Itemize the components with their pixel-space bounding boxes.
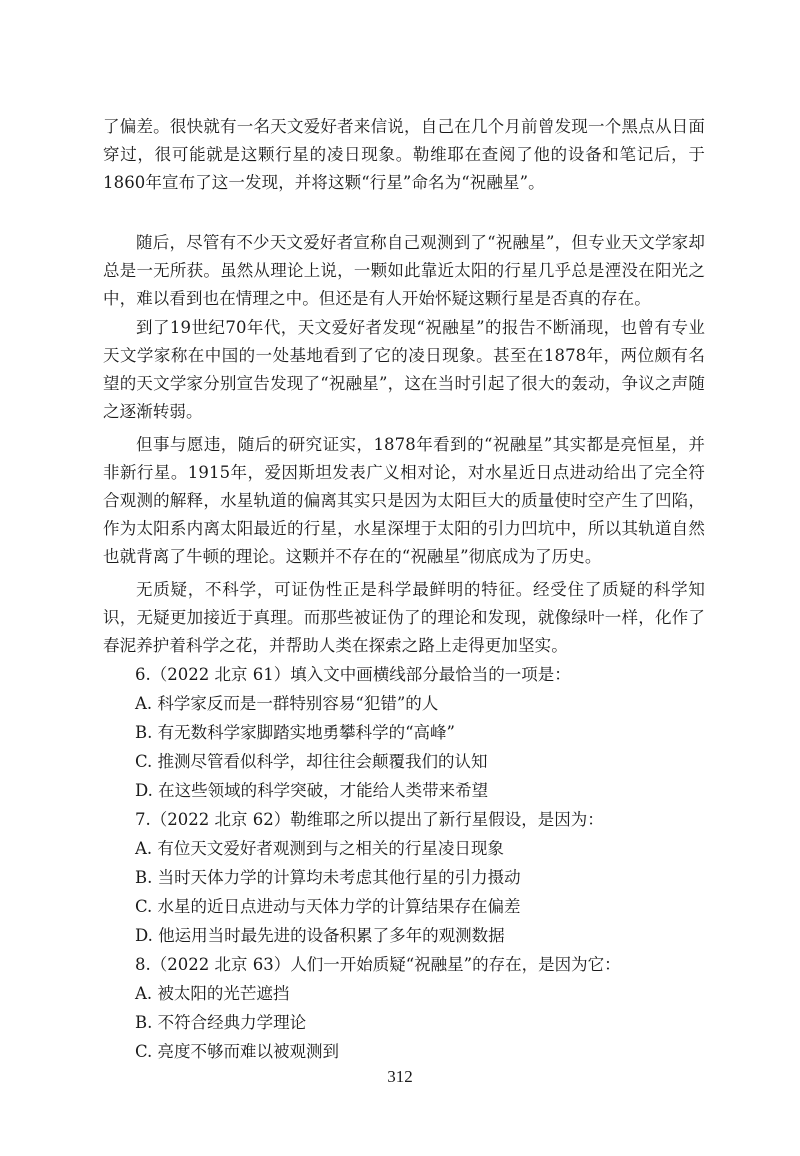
question-6-option-a: A. 科学家反而是一群特别容易“犯错”的人 (135, 694, 439, 713)
paragraph-4: 但事与愿违，随后的研究证实，1878年看到的“祝融星”其实都是亮恒星，并非新行星。1915年，爱因斯坦发表广义相对论，对水星近日点进动给出了完全符合观测的解释，水星轨道的偏离其实只是因为太阳巨大的质量使时空产生了凹陷，作为太阳系内离太阳最近的行星，水星深埋于太阳的引力凹坑中，所以其轨道自然也就背离了牛顿的理论。这颗并不存在的“祝融星”彻底成为了历史。 (103, 435, 705, 566)
question-7-option-a: A. 有位天文爱好者观测到与之相关的行星凌日现象 (135, 839, 504, 858)
question-7-option-d: D. 他运用当时最先进的设备积累了多年的观测数据 (135, 926, 505, 945)
paragraph-2: 随后，尽管有不少天文爱好者宣称自己观测到了“祝融星”，但专业天文学家却总是一无所获。虽然从理论上说，一颗如此靠近太阳的行星几乎总是湮没在阳光之中，难以看到也在情理之中。但还是有人开始怀疑这颗行星是否真的存在。 (103, 233, 705, 308)
question-8-stem: 8.（2022 北京 63）人们一开始质疑“祝融星”的存在，是因为它： (135, 955, 621, 974)
question-6-option-d: D. 在这些领域的科学突破，才能给人类带来希望 (135, 781, 489, 800)
paragraph-1: 了偏差。很快就有一名天文爱好者来信说，自己在几个月前曾发现一个黑点从日面穿过，很可能就是这颗行星的凌日现象。勒维耶在查阅了他的设备和笔记后，于1860年宣布了这一发现，并将这颗“行星”命名为“祝融星”。 (103, 117, 705, 192)
paragraph-3: 到了19世纪70年代，天文爱好者发现“祝融星”的报告不断涌现，也曾有专业天文学家称在中国的一处基地看到了它的凌日现象。甚至在1878年，两位颇有名望的天文学家分别宣告发现了“祝融星”，这在当时引起了很大的轰动，争议之声随之逐渐转弱。 (103, 318, 705, 421)
question-7-option-b: B. 当时天体力学的计算均未考虑其他行星的引力摄动 (135, 868, 521, 887)
question-6-option-c: C. 推测尽管看似科学，却往往会颠覆我们的认知 (135, 752, 488, 771)
paragraph-5: 无质疑，不科学，可证伪性正是科学最鲜明的特征。经受住了质疑的科学知识，无疑更加接近于真理。而那些被证伪了的理论和发现，就像绿叶一样，化作了春泥养护着科学之花，并帮助人类在探索之路上走得更加坚实。 (103, 580, 705, 655)
question-7-option-c: C. 水星的近日点进动与天体力学的计算结果存在偏差 (135, 897, 521, 916)
page-number: 312 (387, 1067, 413, 1086)
question-7-stem: 7.（2022 北京 62）勒维耶之所以提出了新行星假设，是因为： (135, 810, 604, 829)
question-6-stem: 6.（2022 北京 61）填入文中画横线部分最恰当的一项是： (135, 665, 571, 684)
question-6-option-b: B. 有无数科学家脚踏实地勇攀科学的“高峰” (135, 723, 455, 742)
question-8-option-a: A. 被太阳的光芒遮挡 (135, 984, 290, 1003)
question-8-option-b: B. 不符合经典力学理论 (135, 1013, 307, 1032)
question-8-option-c: C. 亮度不够而难以被观测到 (135, 1042, 340, 1061)
